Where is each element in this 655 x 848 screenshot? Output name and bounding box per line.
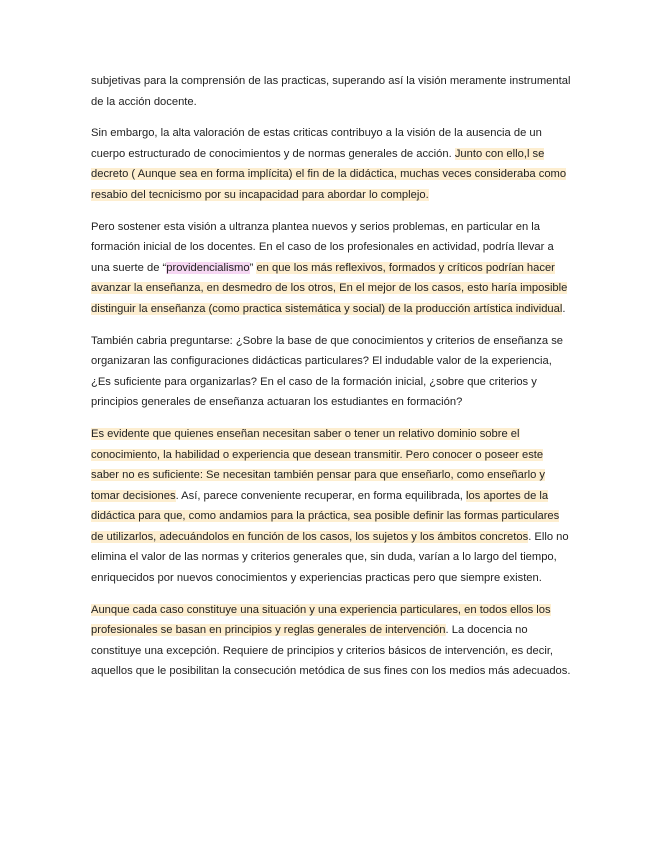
paragraph-4-text: También cabria preguntarse: ¿Sobre la base de que conocimientos y criterios de enseñanza se organizaran las configuraciones didácticas particulares? El indudable valor de la experiencia, ¿Es suficiente para organizarlas? En el caso de la formación inicial, ¿sobre que criterios y principios generales de enseñanza actuaran los estudiantes en formación? — [91, 334, 564, 409]
pink-highlighted-term: providencialismo — [166, 261, 250, 274]
paragraph-5-text: . Así, parece conveniente recuperar, en forma equilibrada, — [175, 489, 467, 502]
paragraph-3-text: ” — [249, 261, 257, 274]
paragraph-1 — [91, 71, 571, 112]
paragraph-5-text: . Ello no elimina el valor de las normas y criterios generales que, sin duda, varían a lo largo del tiempo, enriquecidos por nuevos conocimientos y experiencias practicas pero que siempre existen. — [91, 530, 569, 585]
highlighted-passage: Aunque cada caso constituye una situación y una experiencia particulares, en todos ellos los profesionales se basan en principios y reglas generales de intervención — [91, 603, 551, 637]
paragraph-6-text: . La docencia no constituye una excepción. Requiere de principios y criterios básicos de intervención, es decir, aquellos que le posibilitan la consecución metódica de sus fines con los medios más adecuados. — [91, 624, 571, 678]
paragraph-3-text: . — [562, 302, 566, 315]
paragraph-3-text: Pero sostener esta visión a ultranza plantea nuevos y serios problemas, en particular en la formación inicial de los docentes. En el caso de los profesionales en actividad, podría llevar a una suerte de “ — [91, 220, 554, 274]
highlighted-passage: los aportes de la didáctica para que, como andamios para la práctica, sea posible definir las formas particulares de utilizarlos, adecuándolos en función de los casos, los sujetos y los ámbitos concretos — [91, 489, 560, 543]
paragraph-2 — [91, 123, 571, 205]
highlighted-passage: en que los más reflexivos, formados y críticos podrían hacer avanzar la enseñanza, en desmedro de los otros, En el mejor de los casos, esto haría imposible distinguir la enseñanza (como practica sistemática y social) de la producción artística individual — [91, 261, 568, 315]
paragraph-5 — [91, 424, 571, 589]
paragraph-3 — [91, 217, 571, 320]
paragraph-1-text: subjetivas para la comprensión de las practicas, superando así la visión meramente instrumental de la acción docente. — [91, 75, 571, 108]
paragraph-2-text: Sin embargo, la alta valoración de estas criticas contribuyo a la visión de la ausencia de un cuerpo estructurado de conocimientos y de normas generales de acción. — [91, 127, 542, 160]
paragraph-6 — [91, 600, 571, 682]
highlighted-passage: Es evidente que quienes enseñan necesitan saber o tener un relativo dominio sobre el conocimiento, la habilidad o experiencia que desean transmitir. Pero conocer o poseer este saber no es suficiente: Se necesitan también pensar para que enseñarlo, como enseñarlo y tomar decisiones — [91, 427, 545, 502]
document-body — [91, 71, 571, 693]
paragraph-4 — [91, 331, 571, 413]
highlighted-passage: Junto con ello,l se decreto ( Aunque sea en forma implícita) el fin de la didáctica, muchas veces consideraba como resabio del tecnicismo por su incapacidad para abordar lo complejo. — [91, 147, 567, 201]
